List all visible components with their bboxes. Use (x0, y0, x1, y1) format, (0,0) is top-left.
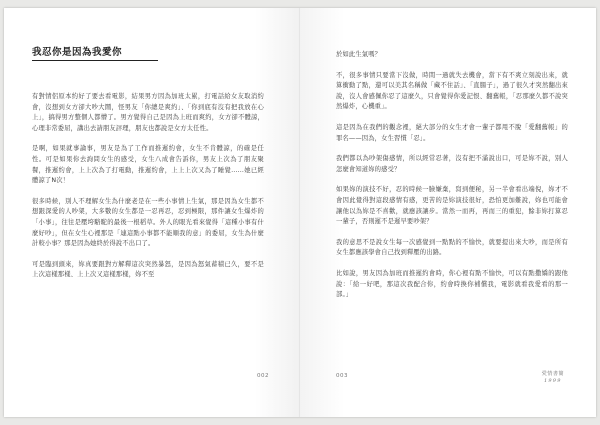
title-underline (32, 60, 158, 61)
paragraph: 有對情侶原本約好了要去看電影，結果男方因為加班太累，打電話給女友取消約會，沒想到女方卻大吵大鬧，怪男友「你總是爽約」、「你到底有沒有把我放在心上」，搞得男方整個人都懵了。男方覺得自己是因為上班而爽約，女方卻不體諒，心理非常委屈，講出去請朋友評理，朋友也都說是女方太任性。 (32, 93, 264, 132)
left-page (4, 8, 300, 417)
right-page-body (336, 50, 568, 311)
book-title: 愛情書簡 (541, 371, 564, 377)
paragraph: 我們都以為吵架傷感情，所以經常忍著，沒有把不滿說出口，可是妳不說，別人怎麼會知道妳的感受？ (336, 155, 568, 173)
chapter-title: 我忍你是因為我愛你 (32, 47, 123, 58)
paragraph: 比如說，男友因為加班而推遲約會時，你心裡有點不愉快，可以有點撒嬌的跟他說：「給一好吧，那這次我配合你，約會時換你補償我，電影就看我愛看的那一部。」 (336, 269, 568, 299)
paragraph: 於如此生氣嗎？ (336, 51, 382, 58)
page-number-right: 003 (336, 373, 348, 379)
page-number-left: 002 (257, 373, 269, 379)
paragraph: 不，很多事情只要當下沒做，時間一過就失去機會，當下有不爽立刻說出來，就算衝動了點，還可以美其名稱做「藏不住話」、「直腸子」，過了很久才突然翻出來說，沒人會感佩你忍了這麼久，只會覺得你愛記恨、翻舊帳，「忍那麼久都不說突然爆炸，心機重」。 (336, 71, 568, 111)
paragraph: 這是因為在我們的觀念裡，絕大部分的女生才會一輩子都甩不脫「愛翻舊帳」的罪名——因為，女生習慣「忍」。 (336, 123, 568, 142)
right-page (300, 8, 596, 417)
book-title-mark (542, 370, 564, 384)
paragraph: 是啊，如果就事論事，男友是為了工作而推遲約會，女生不肯體諒，的確是任性。可是如果你去詢問女生的感受，女生八成會告訴你，男友上次為了朋友聚餐，推遲約會，上上次為了打電動，推遲約會，上上上次又為了睡覺……她已經體諒了N次！ (32, 145, 264, 185)
book-subtitle: 1999 (544, 378, 562, 384)
paragraph: 如果妳的演技不好，忍的時候一臉嫌棄，寫到便秘，另一半會看出端倪，妳才不會因此覺得對這段感情有感，更苦的是妳演技很好，恐怕更加難說，妳也可能會讓他以為妳是不喜歡，就應該讓步。當然一而再，再而三的重犯，餘非妳打算忍一輩子，否則遲不是遲早要吵架？ (336, 186, 568, 226)
left-page-body (32, 92, 264, 291)
book-spread (4, 8, 596, 417)
paragraph: 我的意思不是說女生每一次感覺到一點點的不愉快，就要提出來大吵，而是所有女生都應該學會自己找到釋壓的出路。 (336, 238, 568, 257)
paragraph: 可是臨到頭來，妳真要跟對方解釋這次突然暴怒，是因為怒氣蓄積已久，要不是上次這樣那樣、上上次又這樣那樣，妳不至 (32, 260, 264, 279)
paragraph: 很多時候，別人不理解女生為什麼老是在一些小事情上生氣，那是因為女生都不想跟深愛的人吵架，大多數的女生都是一忍再忍，忍到極限，那件讓女生爆炸的「小事」，往往是壓垮駱駝的最後一根稻草。外人的眼光看來覺得「這種小事有什麼好吵」，但在女生心裡那是「連這點小事都不能順我的意」的委屈，女生為什麼計較小事？那是因為她終於得說不出口了。 (32, 197, 264, 248)
